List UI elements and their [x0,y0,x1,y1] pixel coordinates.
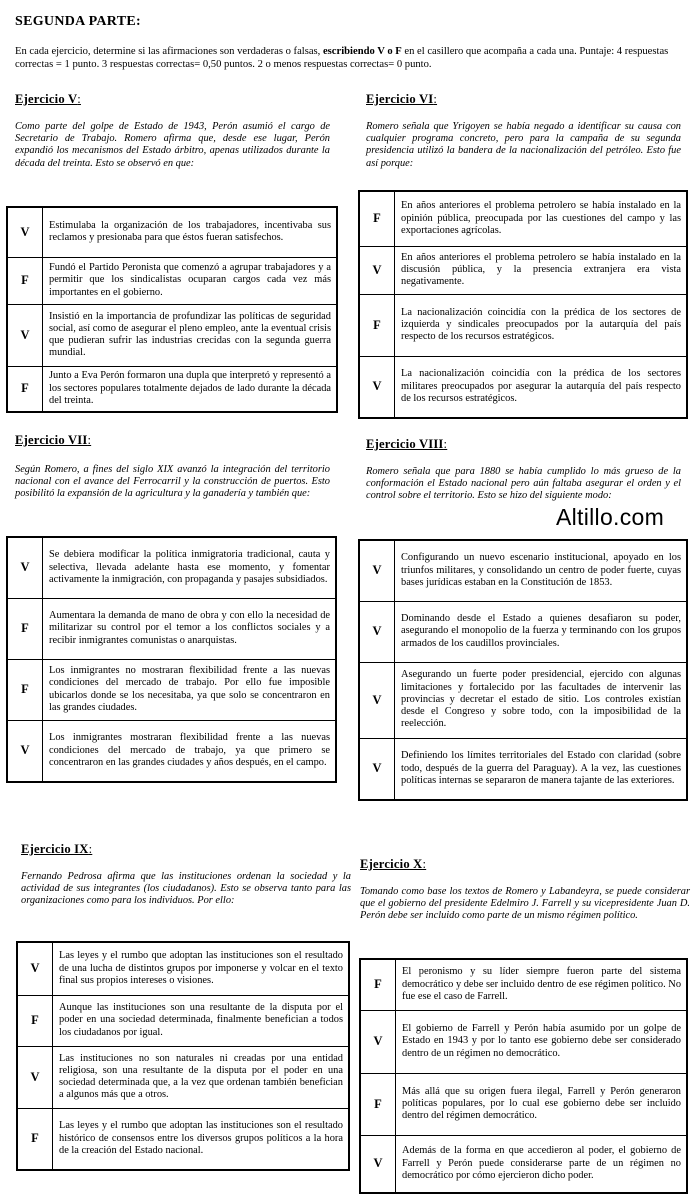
table-row [359,662,687,738]
exercise-title-text: Ejercicio VIII [366,437,444,451]
answer-cell[interactable]: F [360,959,396,1010]
table-row [17,942,349,995]
exercise-prompt: Como parte del golpe de Estado de 1943, Perón asumió el cargo de Secretario de Trabajo. Romero afirma que, desde ese lugar, Perón expandió los mecanismos del Estado árbitro, apenas utilizados durante la década del treinta. Esto se observó en que: [15,121,330,169]
answer-cell[interactable]: V [359,601,395,662]
answer-cell[interactable]: V [359,738,395,800]
instructions [15,45,685,71]
statement-text: Aumentara la demanda de mano de obra y con ello la necesidad de militarizar su control por el temor a los conflictos sociales y a recibir inmigrantes comunistas o anarquistas. [43,598,337,659]
statement-text: Aunque las instituciones son una resultante de la disputa por el poder en una sociedad determinada, finalmente benefician a todos los ciudadanos por igual. [53,995,350,1046]
instructions-text-end: en el casillero que acompaña a cada una. Puntaje: 4 respuestas correctas = 1 punto. 3 respuestas correctas= 0,50 puntos. 2 o menos respuestas correctas= 0 punto. [15,46,669,70]
statement-text: Definiendo los límites territoriales del Estado con claridad (sobre todo, después de la guerra del Paraguay). A la vez, las cuestiones políticas internas se separaron de manera tajante de las exteriores. [395,738,688,800]
statement-text: Junto a Eva Perón formaron una dupla que interpretó y representó a los sectores populares totalmente dejados de lado durante la década del treinta. [43,366,338,412]
table-row [17,1108,349,1170]
exercise-prompt: Romero señala que Yrigoyen se había negado a identificar su causa con cualquier programa concreto, pero para la campaña de su segunda presidencia utilizó la bandera de la nacionalización del petróleo. Esto fue así porque: [366,121,681,169]
statement-text: Más allá que su origen fuera ilegal, Farrell y Perón generaron políticas populares, por lo cual ese gobierno debe ser incluido dentro del régimen democrático. [396,1073,688,1135]
table-row [7,304,337,366]
answer-table [6,206,338,413]
exercise-title: Ejercicio VIII: [366,437,448,451]
table-row [359,246,687,294]
answer-cell[interactable]: F [360,1073,396,1135]
table-row [7,257,337,304]
table-row [360,959,687,1010]
answer-cell[interactable]: F [17,995,53,1046]
page-title: SEGUNDA PARTE: [15,14,141,29]
table-row [359,738,687,800]
table-row [17,1046,349,1108]
answer-cell[interactable]: F [359,294,395,356]
table-row [359,356,687,418]
table-row [7,537,336,598]
exercise-title-text: Ejercicio X [360,857,423,871]
answer-cell[interactable]: F [7,659,43,720]
answer-cell[interactable]: V [359,246,395,294]
altillo-logo: Altillo.com [556,504,665,530]
answer-cell[interactable]: V [7,207,43,257]
table-row [7,659,336,720]
table-row [360,1135,687,1193]
statement-text: Las instituciones no son naturales ni creadas por una entidad religiosa, son una resultante de la disputa por el poder en una sociedad determinada que, a la vez que ordenan también benefician a algunos más que a otros. [53,1046,350,1108]
statement-text: Además de la forma en que accedieron al poder, el gobierno de Farrell y Perón puede considerarse parte de un régimen no democrático por cómo ejercieron dicho poder. [396,1135,688,1193]
statement-text: Las leyes y el rumbo que adoptan las instituciones son el resultado de una lucha de distintos grupos por imponerse y volcar en el texto final sus propios intereses o visiones. [53,942,350,995]
answer-table [6,536,337,783]
table-row [359,294,687,356]
table-row [7,207,337,257]
statement-text: En años anteriores el problema petrolero se había instalado en la opinión pública, preocupada por las cuestiones del campo y las exportaciones agrícolas. [395,191,688,246]
exercise-prompt: Fernando Pedrosa afirma que las instituciones ordenan la sociedad y la actividad de sus integrantes (los ciudadanos). Esto se observa tanto para las organizaciones como para los individuos. Por ello: [21,871,351,907]
answer-cell[interactable]: F [7,366,43,412]
answer-cell[interactable]: V [7,304,43,366]
exercise-title: Ejercicio V: [15,92,81,106]
table-row [7,598,336,659]
exercise-prompt: Romero señala que para 1880 se había cumplido lo más grueso de la conformación el Estado nacional pero aún faltaba asegurar el orden y el control sobre el territorio. Esto se hizo del siguiente modo: [366,466,681,502]
answer-cell[interactable]: V [360,1135,396,1193]
exercise-prompt: Tomando como base los textos de Romero y Labandeyra, se puede considerar que el gobierno del presidente Edelmiro J. Farrell y su vicepresidente Juan D. Perón debe ser incluido como parte de un mismo régimen político. [360,886,690,922]
table-row [359,601,687,662]
statement-text: Los inmigrantes mostraran flexibilidad frente a las nuevas condiciones del mercado de trabajo, ya que primero se concentraron en las grandes ciudades y años después, en el campo. [43,720,337,782]
answer-cell[interactable]: V [17,1046,53,1108]
answer-cell[interactable]: F [7,257,43,304]
statement-text: Dominando desde el Estado a quienes desafiaron su poder, asegurando el monopolio de la fuerza y terminando con los grupos armados de los caudillos provinciales. [395,601,688,662]
answer-table [358,539,688,801]
exercise-prompt: Según Romero, a fines del siglo XIX avanzó la integración del territorio nacional con el avance del Ferrocarril y la construcción de puertos. Esto posibilitó la expansión de la agricultura y la ganadería y también que: [15,464,330,500]
answer-cell[interactable]: V [7,720,43,782]
statement-text: Se debiera modificar la política inmigratoria tradicional, cauta y selectiva, llevada adelante hasta ese momento, y fomentar activamente la inmigración, con propaganda y pasajes subsidiados. [43,537,337,598]
statement-text: Configurando un nuevo escenario institucional, apoyado en los triunfos militares, y consolidando un centro de poder fuerte, cuyas bases jurídicas estaban en la Constitución de 1853. [395,540,688,601]
answer-table [359,958,688,1194]
statement-text: Los inmigrantes no mostraran flexibilidad frente a las nuevas condiciones del mercado de trabajo. Por ello fue imposible ubicarlos donde se los necesitaba, ya que solo se concentraron en las grandes ciudades. [43,659,337,720]
answer-cell[interactable]: V [359,540,395,601]
answer-cell[interactable]: V [17,942,53,995]
instructions-text: En cada ejercicio, determine si las afirmaciones son verdaderas o falsas, [15,46,323,57]
statement-text: Estimulaba la organización de los trabajadores, incentivaba sus reclamos y presionaba para que éstos fueran satisfechos. [43,207,338,257]
answer-table [16,941,350,1171]
answer-cell[interactable]: F [17,1108,53,1170]
table-row [360,1073,687,1135]
table-row [7,366,337,412]
statement-text: La nacionalización coincidía con la prédica de los sectores de izquierda y sindicales preocupados por la autarquía del país respecto de los recursos estratégicos. [395,294,688,356]
statement-text: Asegurando un fuerte poder presidencial, ejercido con algunas limitaciones y fortalecido por las facultades de intervenir las provincias y decretar el estado de sitio. Los controles existían desde el Congreso y sobre todo, con la imposibilidad de la reelección. [395,662,688,738]
exercise-title: Ejercicio VII: [15,433,92,447]
answer-cell[interactable]: V [7,537,43,598]
statement-text: El peronismo y su líder siempre fueron parte del sistema democrático y debe ser incluido dentro de ese régimen político. No fue ese el caso de Farrell. [396,959,688,1010]
statement-text: La nacionalización coincidía con la prédica de los sectores militares preocupados por asegurar la autarquía del país respecto de los recursos estratégicos. [395,356,688,418]
exercise-title-text: Ejercicio V [15,92,78,106]
statement-text: En años anteriores el problema petrolero se había instalado en la discusión pública, y la presencia extranjera era vista negativamente. [395,246,688,294]
statement-text: El gobierno de Farrell y Perón había asumido por un golpe de Estado en 1943 y por lo tanto ese gobierno debe ser considerado dentro de un régimen no democrático. [396,1010,688,1073]
answer-cell[interactable]: V [359,662,395,738]
statement-text: Las leyes y el rumbo que adoptan las instituciones son el resultado histórico de consensos entre los diversos grupos políticos a la hora de la creación del Estado nacional. [53,1108,350,1170]
answer-table [358,190,688,419]
table-row [359,191,687,246]
exercise-title: Ejercicio X: [360,857,427,871]
exercise-title-text: Ejercicio VI [366,92,434,106]
table-row [7,720,336,782]
statement-text: Insistió en la importancia de profundizar las políticas de seguridad social, así como de asegurar el pleno empleo, ante la eventual crisis que pudieran sufrir las industrias crecidas con la segunda guerra mundial. [43,304,338,366]
answer-cell[interactable]: F [359,191,395,246]
answer-cell[interactable]: V [359,356,395,418]
table-row [360,1010,687,1073]
statement-text: Fundó el Partido Peronista que comenzó a agrupar trabajadores y a permitir que los sindicalistas ocuparan cargos cada vez más importantes en el gobierno. [43,257,338,304]
exercise-title-text: Ejercicio VII [15,433,88,447]
table-row [359,540,687,601]
exercise-title: Ejercicio VI: [366,92,438,106]
exercise-title: Ejercicio IX: [21,842,93,856]
instructions-bold: escribiendo V o F [322,46,402,57]
exercise-title-text: Ejercicio IX [21,842,89,856]
answer-cell[interactable]: V [360,1010,396,1073]
table-row [17,995,349,1046]
answer-cell[interactable]: F [7,598,43,659]
